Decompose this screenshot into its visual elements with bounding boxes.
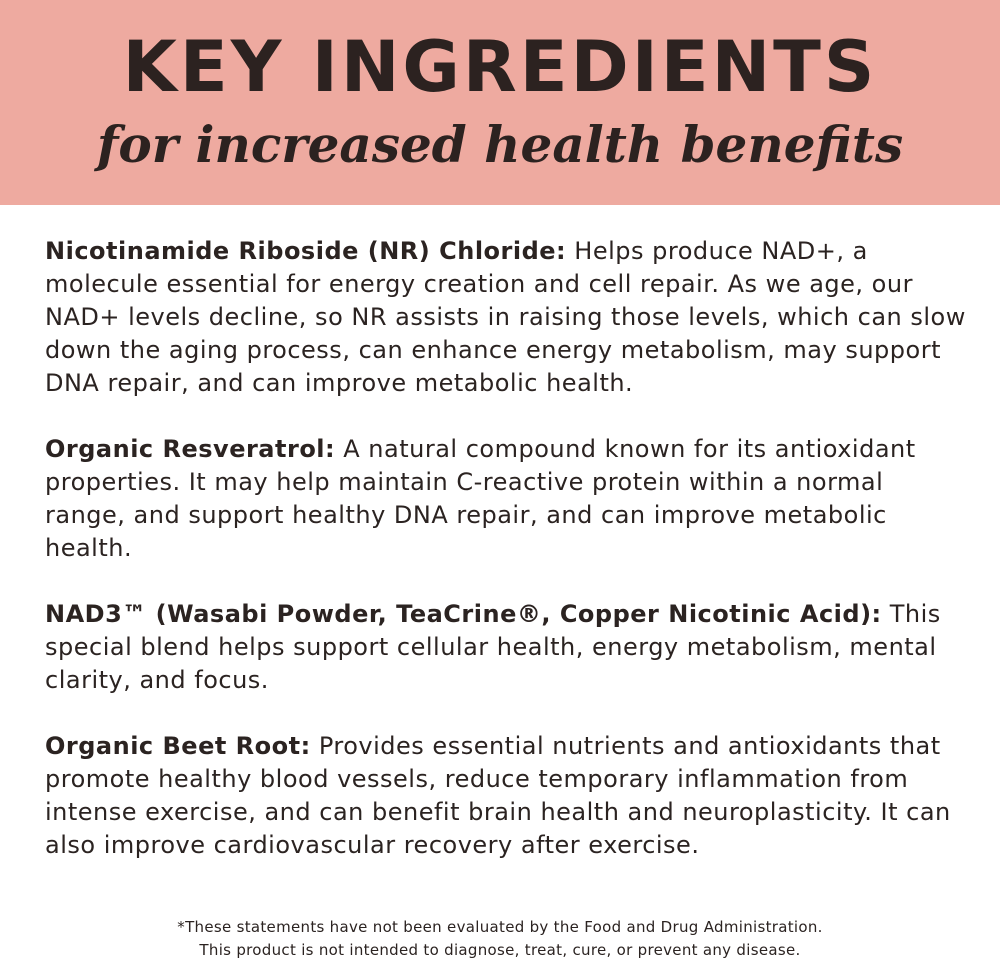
ingredient-beet-root: [45, 730, 970, 862]
ingredient-description: Helps produce NAD+, a molecule essential for energy creation and cell repair. As we age, our NAD+ levels decline, so NR assists in raising those levels, which can slow down the aging process, can enhance energy metabolism, may support DNA repair, and can improve metabolic health.: [45, 237, 966, 397]
ingredient-term: Organic Resveratrol:: [45, 435, 336, 463]
ingredient-nad3-blend: [45, 598, 970, 697]
header-banner: [0, 0, 1000, 205]
ingredients-list: [45, 235, 970, 862]
ingredient-term: NAD3™ (Wasabi Powder, TeaCrine®, Copper Nicotinic Acid):: [45, 600, 882, 628]
page-title: KEY INGREDIENTS: [122, 26, 878, 108]
ingredient-nicotinamide-riboside: [45, 235, 970, 400]
ingredient-description: A natural compound known for its antioxidant properties. It may help maintain C-reactive protein within a normal range, and support healthy DNA repair, and can improve metabolic health.: [45, 435, 916, 562]
ingredient-description: This special blend helps support cellular health, energy metabolism, mental clarity, and focus.: [45, 600, 941, 694]
disclaimer-line-1: *These statements have not been evaluated by the Food and Drug Administration.: [177, 918, 823, 936]
page-subtitle: for increased health benefits: [96, 115, 904, 174]
ingredient-resveratrol: [45, 433, 970, 565]
disclaimer-line-2: This product is not intended to diagnose, treat, cure, or prevent any disease.: [199, 941, 801, 959]
ingredient-term: Nicotinamide Riboside (NR) Chloride:: [45, 237, 567, 265]
ingredient-term: Organic Beet Root:: [45, 732, 311, 760]
ingredient-description: Provides essential nutrients and antioxidants that promote healthy blood vessels, reduce temporary inflammation from intense exercise, and can benefit brain health and neuroplasticity. It can also improve cardiovascular recovery after exercise.: [45, 732, 951, 859]
fda-disclaimer: [0, 916, 1000, 962]
